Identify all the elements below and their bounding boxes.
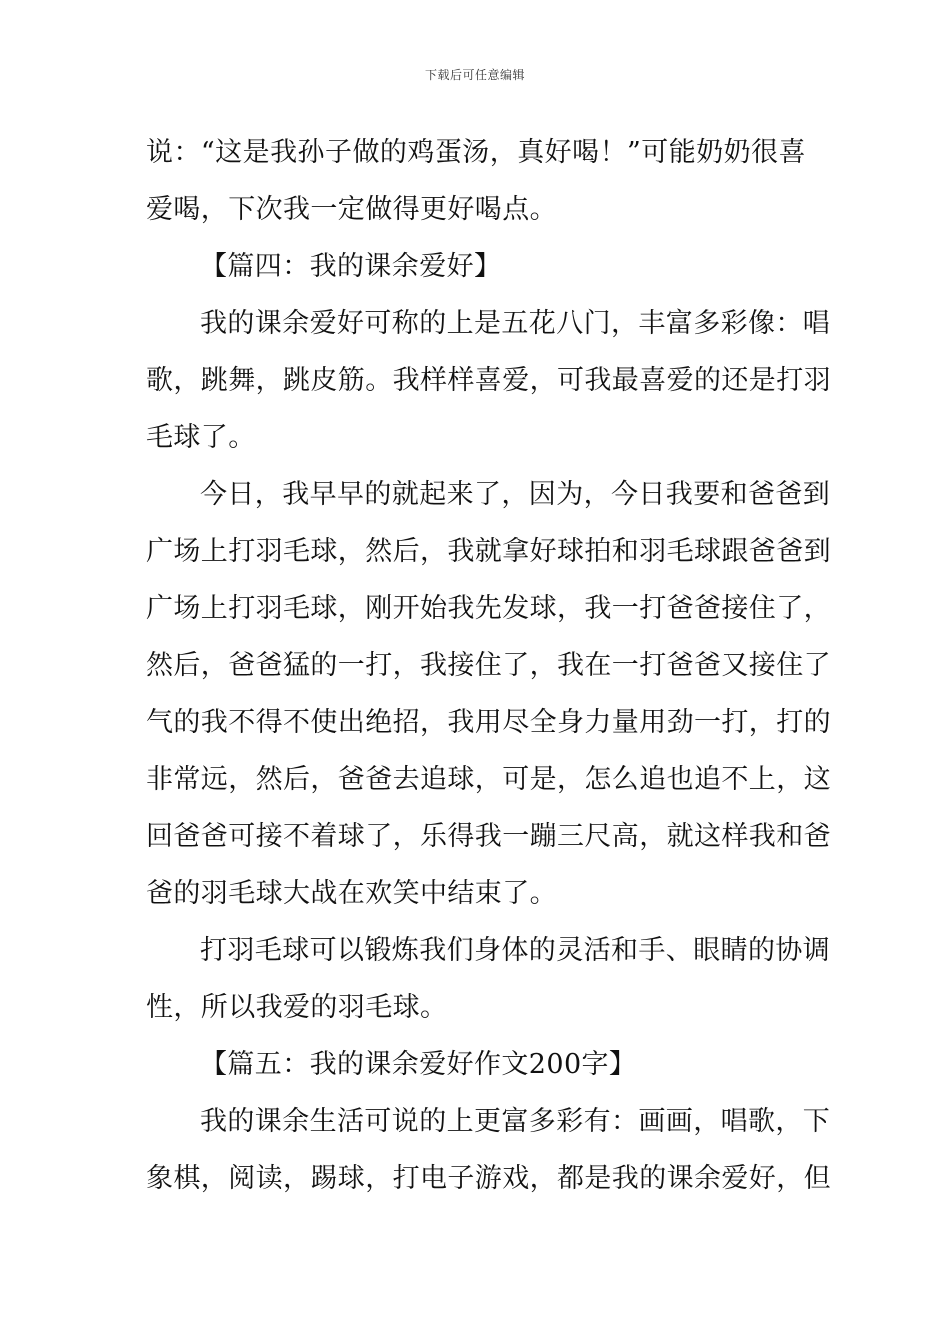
text-line: 说：“这是我孙子做的鸡蛋汤，真好喝！”可能奶奶很喜 [146,137,806,168]
text-line: 气的我不得不使出绝招，我用尽全身力量用劲一打，打的 [146,707,831,738]
section-heading: 【篇五：我的课余爱好作文200字】 [200,1049,637,1080]
text-line: 爸的羽毛球大战在欢笑中结束了。 [146,878,557,909]
text-line: 打羽毛球可以锻炼我们身体的灵活和手、眼睛的协调 [200,935,831,966]
text-line: 我的课余爱好可称的上是五花八门，丰富多彩像：唱 [200,308,831,339]
text-line: 广场上打羽毛球，然后，我就拿好球拍和羽毛球跟爸爸到 [146,536,831,567]
text-line: 回爸爸可接不着球了，乐得我一蹦三尺高，就这样我和爸 [146,821,831,852]
text-line: 性，所以我爱的羽毛球。 [146,992,448,1023]
text-line: 我的课余生活可说的上更富多彩有：画画，唱歌，下 [200,1106,831,1137]
text-line: 爱喝，下次我一定做得更好喝点。 [146,194,557,225]
text-line: 广场上打羽毛球，刚开始我先发球，我一打爸爸接住了， [146,593,831,624]
page-header: 下载后可任意编辑 [424,68,525,82]
text-line: 然后，爸爸猛的一打，我接住了，我在一打爸爸又接住了 [146,650,831,681]
text-line: 今日，我早早的就起来了，因为，今日我要和爸爸到 [200,479,831,510]
text-line: 毛球了。 [146,422,256,453]
section-heading: 【篇四：我的课余爱好】 [200,251,502,282]
document-body [146,124,831,1207]
text-line: 象棋，阅读，踢球，打电子游戏，都是我的课余爱好，但 [146,1163,831,1194]
text-line: 歌，跳舞，跳皮筋。我样样喜爱，可我最喜爱的还是打羽 [146,365,831,396]
text-line: 非常远，然后，爸爸去追球，可是，怎么追也追不上，这 [146,764,831,795]
